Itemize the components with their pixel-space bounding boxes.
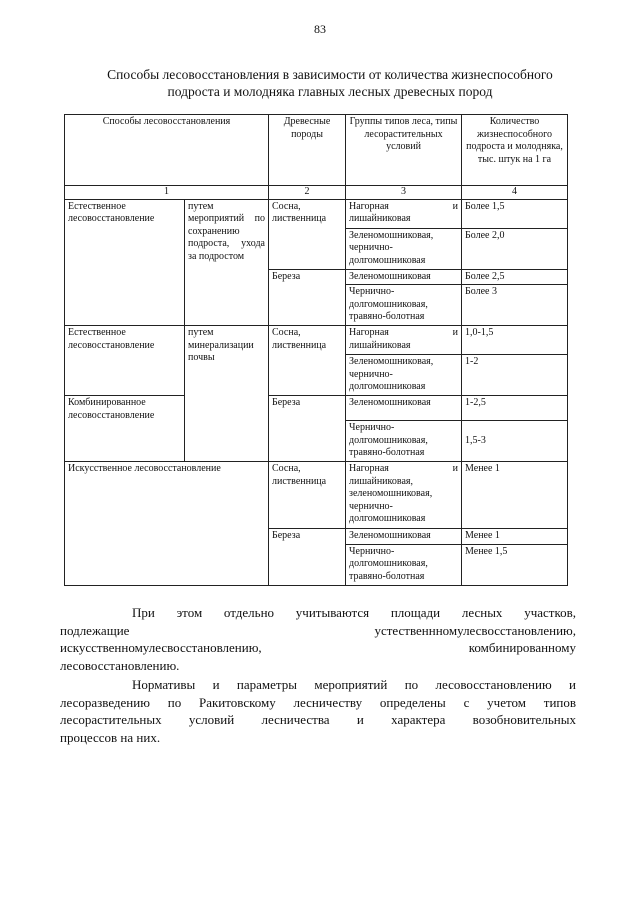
table-header-row [65,115,568,186]
forest-type-cell: Зеленомошниковая, чернично-долгомошниковая [346,355,462,396]
quantity-cell: Более 1,5 [462,199,568,228]
quantity-cell: 1,0-1,5 [462,326,568,355]
paragraph-line: Нормативы и параметры мероприятий по лесовосстановлению и [132,677,576,692]
method-cell: Искусственное лесовосстановление [65,462,269,586]
species-cell: Береза [269,396,346,462]
reforestation-table [64,114,568,586]
forest-type-cell: Зеленомошниковая [346,269,462,285]
forest-type-cell: Зеленомошниковая [346,396,462,421]
paragraph-line: При этом отдельно учитываются площади лесных участков, [132,605,576,620]
quantity-cell: Более 3 [462,285,568,326]
quantity-cell: Более 2,5 [462,269,568,285]
col-number: 1 [65,186,269,200]
col-number: 3 [346,186,462,200]
paragraph-1 [60,604,576,674]
paragraph-line: лесорастительных условий лесничества и характера возобновительных [60,712,576,727]
quantity-cell: Менее 1 [462,529,568,545]
quantity-cell: 1-2,5 [462,396,568,421]
quantity-cell: Менее 1 [462,462,568,529]
paragraph-2 [60,676,576,746]
species-cell: Сосна, лиственница [269,326,346,396]
paragraph-line: процессов на них. [60,729,161,745]
species-cell: Береза [269,529,346,586]
col-number: 4 [462,186,568,200]
forest-type-cell: Чернично-долгомошниковая, травяно-болотная [346,544,462,585]
paragraph-line: лесовосстановлению. [60,657,180,673]
forest-type-cell: Нагорная и лишайниковая, зеленомошниковая, чернично-долгомошниковая [346,462,462,529]
header-quantity: Количество жизнеспособного подроста и молодняка, тыс. штук на 1 га [462,115,568,186]
method-cell: Естественное лесовосстановление [65,326,185,396]
forest-type-cell: Зеленомошниковая, чернично-долгомошниковая [346,228,462,269]
page-number: 83 [314,22,326,36]
header-species: Древесные породы [269,115,346,186]
method-cell: Комбинированное лесовосстановление [65,396,185,462]
table-number-row [65,186,568,200]
table-row [65,462,568,529]
species-cell: Сосна, лиственница [269,199,346,269]
quantity-cell: Более 2,0 [462,228,568,269]
table-row [65,199,568,228]
quantity-cell: 1,5-3 [462,421,568,462]
header-groups: Группы типов леса, типы лесорастительных условий [346,115,462,186]
forest-type-cell: Нагорная и лишайниковая [346,326,462,355]
quantity-cell: Менее 1,5 [462,544,568,585]
method-detail-cell: путем мероприятий по сохранению подроста, ухода за подростом [185,199,269,326]
table-row [65,396,568,421]
paragraph-line: искусственномулесвосстановлению, комбинированному [60,640,576,655]
col-number: 2 [269,186,346,200]
species-cell: Сосна, лиственница [269,462,346,529]
title-line-2: подроста и молодняка главных лесных древесных пород [167,84,493,99]
table-row [65,326,568,355]
method-cell: Естественное лесовосстановление [65,199,185,326]
paragraph-line: подлежащие устественнномулесвосстановлению, [60,622,576,638]
forest-type-cell: Зеленомошниковая [346,529,462,545]
forest-type-cell: Чернично-долгомошниковая, травяно-болотная [346,285,462,326]
forest-type-cell: Чернично-долгомошниковая, травяно-болотная [346,421,462,462]
page-title [60,66,600,100]
title-line-1: Способы лесовосстановления в зависимости от количества жизнеспособного [107,67,553,82]
header-methods: Способы лесовосстановления [65,115,269,186]
quantity-cell: 1-2 [462,355,568,396]
species-cell: Береза [269,269,346,326]
forest-type-cell: Нагорная и лишайниковая [346,199,462,228]
paragraph-line: лесоразведению по Ракитовскому лесничеству определены с учетом типов [60,694,576,710]
method-detail-cell: путем минерализации почвы [185,326,269,462]
